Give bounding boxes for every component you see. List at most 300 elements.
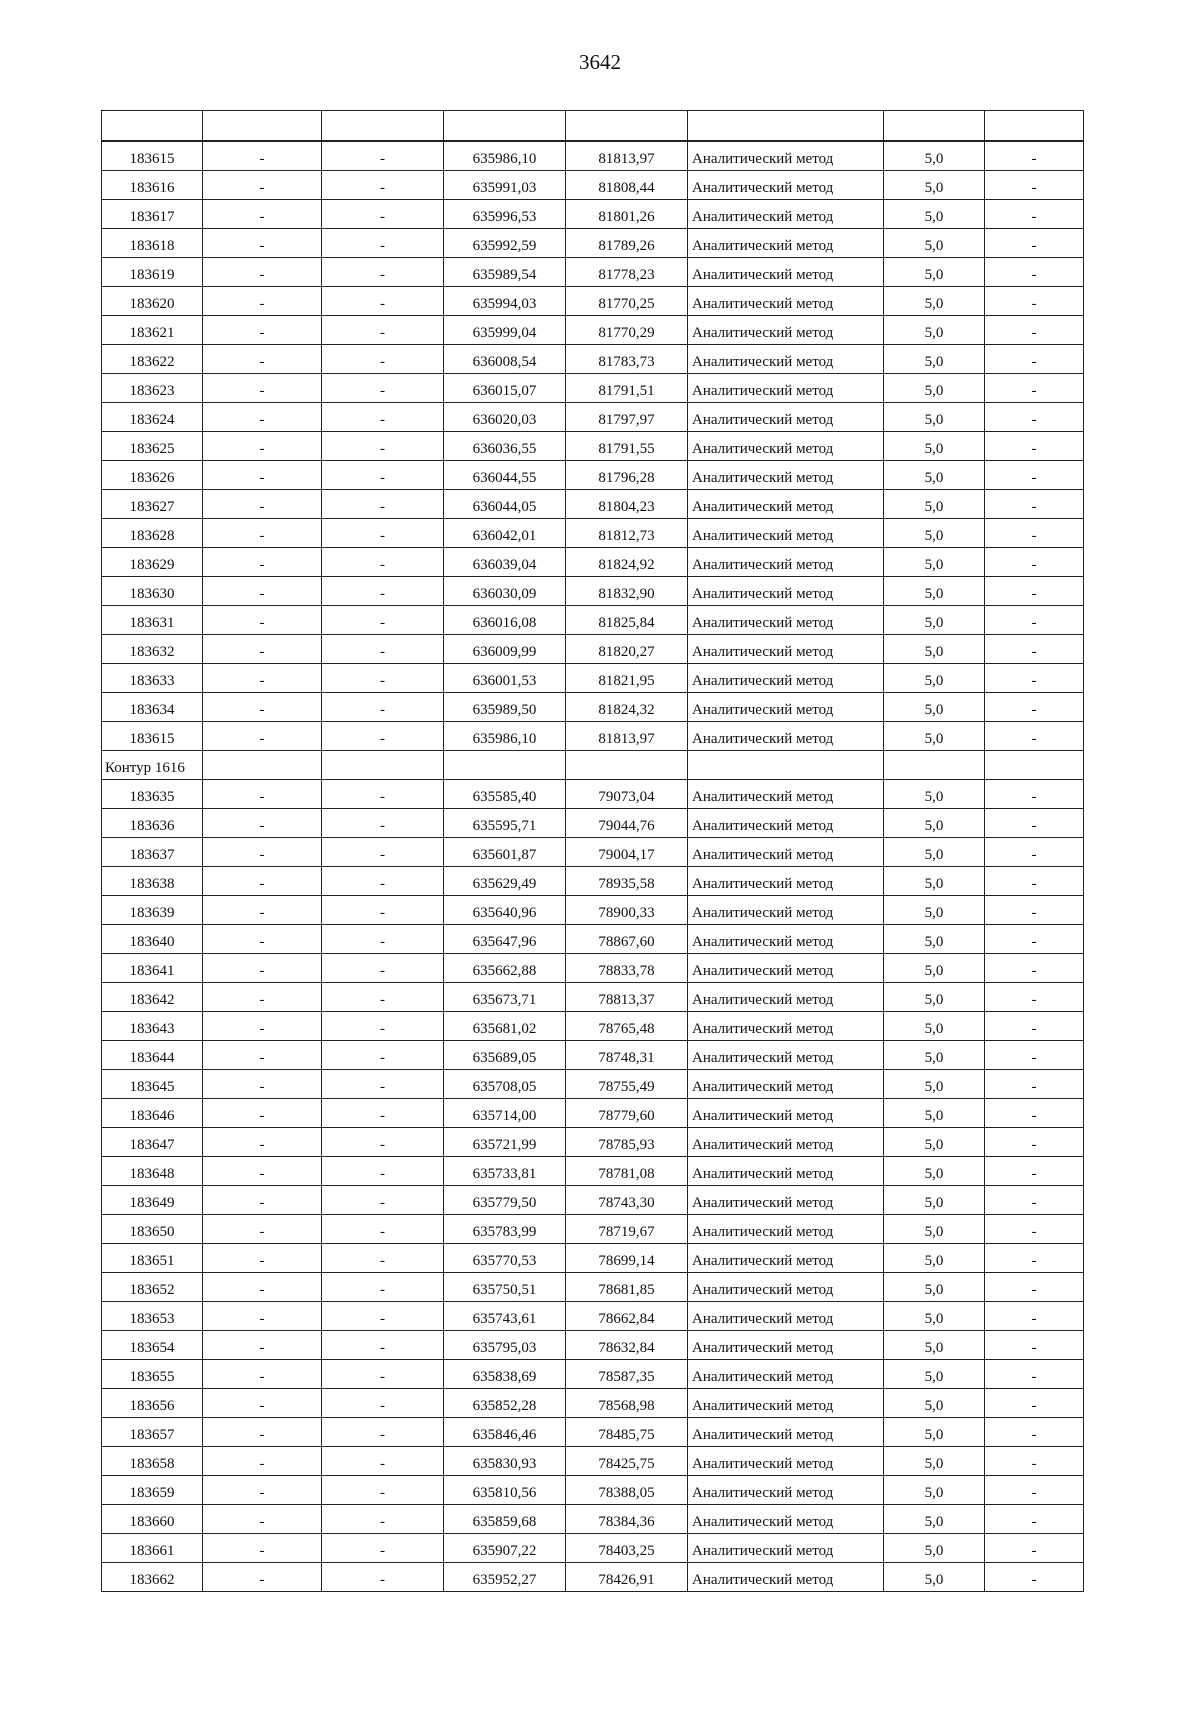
precision-cell: 5,0: [884, 258, 985, 287]
precision-cell: 5,0: [884, 809, 985, 838]
x-coordinate-cell: 635986,10: [444, 141, 566, 171]
precision-cell: 5,0: [884, 1157, 985, 1186]
method-cell: Аналитический метод: [688, 519, 884, 548]
note-cell: -: [985, 606, 1084, 635]
point-id-cell: 183619: [102, 258, 203, 287]
method-cell: Аналитический метод: [688, 1418, 884, 1447]
method-cell: Аналитический метод: [688, 258, 884, 287]
method-cell: Аналитический метод: [688, 345, 884, 374]
point-id-cell: 183649: [102, 1186, 203, 1215]
precision-cell: 5,0: [884, 287, 985, 316]
col2-cell: -: [203, 548, 322, 577]
y-coordinate-cell: 81813,97: [566, 722, 688, 751]
col3-cell: -: [322, 1389, 444, 1418]
col2-cell: -: [203, 1215, 322, 1244]
point-id-cell: 183635: [102, 780, 203, 809]
method-cell: Аналитический метод: [688, 1041, 884, 1070]
col2-cell: -: [203, 1070, 322, 1099]
y-coordinate-cell: 79073,04: [566, 780, 688, 809]
note-cell: -: [985, 1244, 1084, 1273]
note-cell: -: [985, 258, 1084, 287]
method-cell: Аналитический метод: [688, 1360, 884, 1389]
col3-cell: -: [322, 1302, 444, 1331]
table-row: [102, 780, 1084, 809]
point-id-cell: 183628: [102, 519, 203, 548]
page-number: 3642: [579, 50, 621, 74]
method-cell: Аналитический метод: [688, 374, 884, 403]
table-row: [102, 577, 1084, 606]
table-row: [102, 925, 1084, 954]
note-cell: -: [985, 1360, 1084, 1389]
method-cell: Аналитический метод: [688, 577, 884, 606]
point-id-cell: 183660: [102, 1505, 203, 1534]
table-row: [102, 954, 1084, 983]
col2-cell: -: [203, 1157, 322, 1186]
table-row: [102, 1099, 1084, 1128]
y-coordinate-cell: 81813,97: [566, 141, 688, 171]
note-cell: -: [985, 1505, 1084, 1534]
col3-cell: -: [322, 1128, 444, 1157]
point-id-cell: 183646: [102, 1099, 203, 1128]
header-cell: [688, 111, 884, 142]
col2-cell: -: [203, 1099, 322, 1128]
method-cell: Аналитический метод: [688, 1128, 884, 1157]
table-row: [102, 1041, 1084, 1070]
col3-cell: -: [322, 1360, 444, 1389]
col2-cell: -: [203, 1128, 322, 1157]
table-row: [102, 983, 1084, 1012]
x-coordinate-cell: 635662,88: [444, 954, 566, 983]
precision-cell: 5,0: [884, 1505, 985, 1534]
empty-cell: [444, 751, 566, 780]
y-coordinate-cell: 78388,05: [566, 1476, 688, 1505]
x-coordinate-cell: 635986,10: [444, 722, 566, 751]
precision-cell: 5,0: [884, 461, 985, 490]
precision-cell: 5,0: [884, 722, 985, 751]
y-coordinate-cell: 78587,35: [566, 1360, 688, 1389]
header-cell: [203, 111, 322, 142]
empty-cell: [688, 751, 884, 780]
y-coordinate-cell: 81820,27: [566, 635, 688, 664]
point-id-cell: 183644: [102, 1041, 203, 1070]
method-cell: Аналитический метод: [688, 1012, 884, 1041]
precision-cell: 5,0: [884, 1563, 985, 1592]
x-coordinate-cell: 635689,05: [444, 1041, 566, 1070]
table-row: [102, 722, 1084, 751]
col3-cell: -: [322, 722, 444, 751]
y-coordinate-cell: 78813,37: [566, 983, 688, 1012]
col3-cell: -: [322, 664, 444, 693]
x-coordinate-cell: 635846,46: [444, 1418, 566, 1447]
table-row: [102, 809, 1084, 838]
col3-cell: -: [322, 809, 444, 838]
col2-cell: -: [203, 838, 322, 867]
y-coordinate-cell: 78755,49: [566, 1070, 688, 1099]
y-coordinate-cell: 81824,92: [566, 548, 688, 577]
point-id-cell: 183629: [102, 548, 203, 577]
x-coordinate-cell: 635750,51: [444, 1273, 566, 1302]
y-coordinate-cell: 79004,17: [566, 838, 688, 867]
precision-cell: 5,0: [884, 1273, 985, 1302]
table-row: [102, 867, 1084, 896]
col3-cell: -: [322, 1070, 444, 1099]
method-cell: Аналитический метод: [688, 635, 884, 664]
point-id-cell: 183617: [102, 200, 203, 229]
table-row: [102, 1418, 1084, 1447]
col3-cell: -: [322, 635, 444, 664]
note-cell: -: [985, 1099, 1084, 1128]
col2-cell: -: [203, 490, 322, 519]
note-cell: -: [985, 1012, 1084, 1041]
x-coordinate-cell: 635673,71: [444, 983, 566, 1012]
note-cell: -: [985, 345, 1084, 374]
point-id-cell: 183631: [102, 606, 203, 635]
table-row: [102, 1157, 1084, 1186]
point-id-cell: 183654: [102, 1331, 203, 1360]
col3-cell: -: [322, 1331, 444, 1360]
col2-cell: -: [203, 1012, 322, 1041]
note-cell: -: [985, 1563, 1084, 1592]
point-id-cell: 183640: [102, 925, 203, 954]
col2-cell: -: [203, 1331, 322, 1360]
col3-cell: -: [322, 1273, 444, 1302]
x-coordinate-cell: 635999,04: [444, 316, 566, 345]
precision-cell: 5,0: [884, 1331, 985, 1360]
note-cell: -: [985, 1534, 1084, 1563]
point-id-cell: 183647: [102, 1128, 203, 1157]
col3-cell: -: [322, 1447, 444, 1476]
col3-cell: -: [322, 867, 444, 896]
table-row: [102, 1070, 1084, 1099]
method-cell: Аналитический метод: [688, 925, 884, 954]
note-cell: -: [985, 1186, 1084, 1215]
note-cell: -: [985, 954, 1084, 983]
precision-cell: 5,0: [884, 635, 985, 664]
header-cell: [102, 111, 203, 142]
empty-cell: [203, 751, 322, 780]
note-cell: -: [985, 809, 1084, 838]
table-row: [102, 1302, 1084, 1331]
y-coordinate-cell: 78743,30: [566, 1186, 688, 1215]
col3-cell: -: [322, 1012, 444, 1041]
y-coordinate-cell: 79044,76: [566, 809, 688, 838]
precision-cell: 5,0: [884, 1099, 985, 1128]
col3-cell: -: [322, 258, 444, 287]
table-row: [102, 1563, 1084, 1592]
x-coordinate-cell: 635779,50: [444, 1186, 566, 1215]
precision-cell: 5,0: [884, 1302, 985, 1331]
y-coordinate-cell: 78632,84: [566, 1331, 688, 1360]
x-coordinate-cell: 635795,03: [444, 1331, 566, 1360]
col3-cell: -: [322, 838, 444, 867]
col3-cell: -: [322, 1505, 444, 1534]
col3-cell: -: [322, 693, 444, 722]
y-coordinate-cell: 78833,78: [566, 954, 688, 983]
point-id-cell: 183661: [102, 1534, 203, 1563]
method-cell: Аналитический метод: [688, 954, 884, 983]
header-cell: [444, 111, 566, 142]
method-cell: Аналитический метод: [688, 722, 884, 751]
col3-cell: -: [322, 403, 444, 432]
col2-cell: -: [203, 577, 322, 606]
y-coordinate-cell: 81825,84: [566, 606, 688, 635]
x-coordinate-cell: 635783,99: [444, 1215, 566, 1244]
col3-cell: -: [322, 1563, 444, 1592]
y-coordinate-cell: 78935,58: [566, 867, 688, 896]
y-coordinate-cell: 81804,23: [566, 490, 688, 519]
precision-cell: 5,0: [884, 1041, 985, 1070]
method-cell: Аналитический метод: [688, 1534, 884, 1563]
note-cell: -: [985, 867, 1084, 896]
note-cell: -: [985, 1070, 1084, 1099]
x-coordinate-cell: 635989,50: [444, 693, 566, 722]
point-id-cell: 183625: [102, 432, 203, 461]
table-row: [102, 1331, 1084, 1360]
point-id-cell: 183622: [102, 345, 203, 374]
table-row: [102, 374, 1084, 403]
col2-cell: -: [203, 983, 322, 1012]
note-cell: -: [985, 693, 1084, 722]
point-id-cell: 183637: [102, 838, 203, 867]
precision-cell: 5,0: [884, 432, 985, 461]
table-row: [102, 635, 1084, 664]
point-id-cell: 183634: [102, 693, 203, 722]
col3-cell: -: [322, 896, 444, 925]
x-coordinate-cell: 635770,53: [444, 1244, 566, 1273]
x-coordinate-cell: 636020,03: [444, 403, 566, 432]
table-row: [102, 838, 1084, 867]
x-coordinate-cell: 636044,55: [444, 461, 566, 490]
table-row: [102, 1389, 1084, 1418]
y-coordinate-cell: 78765,48: [566, 1012, 688, 1041]
x-coordinate-cell: 636039,04: [444, 548, 566, 577]
col2-cell: -: [203, 519, 322, 548]
col3-cell: -: [322, 490, 444, 519]
y-coordinate-cell: 81812,73: [566, 519, 688, 548]
y-coordinate-cell: 81778,23: [566, 258, 688, 287]
note-cell: -: [985, 519, 1084, 548]
point-id-cell: 183616: [102, 171, 203, 200]
y-coordinate-cell: 78403,25: [566, 1534, 688, 1563]
col3-cell: -: [322, 374, 444, 403]
precision-cell: 5,0: [884, 141, 985, 171]
col3-cell: -: [322, 1099, 444, 1128]
x-coordinate-cell: 635708,05: [444, 1070, 566, 1099]
col2-cell: -: [203, 780, 322, 809]
col3-cell: -: [322, 432, 444, 461]
point-id-cell: 183657: [102, 1418, 203, 1447]
method-cell: Аналитический метод: [688, 896, 884, 925]
table-row: [102, 1186, 1084, 1215]
note-cell: -: [985, 1389, 1084, 1418]
method-cell: Аналитический метод: [688, 867, 884, 896]
table-row: [102, 1128, 1084, 1157]
point-id-cell: 183632: [102, 635, 203, 664]
x-coordinate-cell: 636036,55: [444, 432, 566, 461]
col3-cell: -: [322, 925, 444, 954]
x-coordinate-cell: 635859,68: [444, 1505, 566, 1534]
method-cell: Аналитический метод: [688, 1505, 884, 1534]
precision-cell: 5,0: [884, 374, 985, 403]
section-label: Контур 1616: [102, 751, 203, 780]
x-coordinate-cell: 635838,69: [444, 1360, 566, 1389]
y-coordinate-cell: 81808,44: [566, 171, 688, 200]
method-cell: Аналитический метод: [688, 1389, 884, 1418]
col2-cell: -: [203, 1505, 322, 1534]
precision-cell: 5,0: [884, 954, 985, 983]
method-cell: Аналитический метод: [688, 1186, 884, 1215]
precision-cell: 5,0: [884, 867, 985, 896]
table-row: [102, 432, 1084, 461]
x-coordinate-cell: 635647,96: [444, 925, 566, 954]
precision-cell: 5,0: [884, 1128, 985, 1157]
table-row: [102, 519, 1084, 548]
method-cell: Аналитический метод: [688, 664, 884, 693]
point-id-cell: 183643: [102, 1012, 203, 1041]
note-cell: -: [985, 838, 1084, 867]
col2-cell: -: [203, 229, 322, 258]
method-cell: Аналитический метод: [688, 1273, 884, 1302]
x-coordinate-cell: 636042,01: [444, 519, 566, 548]
table-row: [102, 1360, 1084, 1389]
note-cell: -: [985, 664, 1084, 693]
precision-cell: 5,0: [884, 1012, 985, 1041]
y-coordinate-cell: 78699,14: [566, 1244, 688, 1273]
col2-cell: -: [203, 1186, 322, 1215]
note-cell: -: [985, 722, 1084, 751]
precision-cell: 5,0: [884, 1244, 985, 1273]
point-id-cell: 183630: [102, 577, 203, 606]
col2-cell: -: [203, 432, 322, 461]
note-cell: -: [985, 1273, 1084, 1302]
method-cell: Аналитический метод: [688, 548, 884, 577]
y-coordinate-cell: 78785,93: [566, 1128, 688, 1157]
x-coordinate-cell: 636009,99: [444, 635, 566, 664]
section-row: [102, 751, 1084, 780]
precision-cell: 5,0: [884, 1215, 985, 1244]
point-id-cell: 183642: [102, 983, 203, 1012]
y-coordinate-cell: 78867,60: [566, 925, 688, 954]
col2-cell: -: [203, 1389, 322, 1418]
y-coordinate-cell: 81783,73: [566, 345, 688, 374]
precision-cell: 5,0: [884, 1186, 985, 1215]
precision-cell: 5,0: [884, 1360, 985, 1389]
note-cell: -: [985, 1041, 1084, 1070]
col2-cell: -: [203, 1273, 322, 1302]
note-cell: -: [985, 1447, 1084, 1476]
empty-cell: [985, 751, 1084, 780]
col3-cell: -: [322, 1534, 444, 1563]
point-id-cell: 183650: [102, 1215, 203, 1244]
table-row: [102, 664, 1084, 693]
method-cell: Аналитический метод: [688, 287, 884, 316]
precision-cell: 5,0: [884, 983, 985, 1012]
empty-cell: [884, 751, 985, 780]
x-coordinate-cell: 635830,93: [444, 1447, 566, 1476]
table-row: [102, 1012, 1084, 1041]
col2-cell: -: [203, 141, 322, 171]
col2-cell: -: [203, 635, 322, 664]
col2-cell: -: [203, 1302, 322, 1331]
x-coordinate-cell: 635595,71: [444, 809, 566, 838]
table-row: [102, 461, 1084, 490]
method-cell: Аналитический метод: [688, 1563, 884, 1592]
header-cell: [985, 111, 1084, 142]
col2-cell: -: [203, 374, 322, 403]
x-coordinate-cell: 635640,96: [444, 896, 566, 925]
x-coordinate-cell: 635991,03: [444, 171, 566, 200]
col3-cell: -: [322, 461, 444, 490]
point-id-cell: 183648: [102, 1157, 203, 1186]
col2-cell: -: [203, 867, 322, 896]
point-id-cell: 183626: [102, 461, 203, 490]
note-cell: -: [985, 432, 1084, 461]
method-cell: Аналитический метод: [688, 432, 884, 461]
table-row: [102, 548, 1084, 577]
col3-cell: -: [322, 1418, 444, 1447]
point-id-cell: 183656: [102, 1389, 203, 1418]
table-row: [102, 490, 1084, 519]
y-coordinate-cell: 81824,32: [566, 693, 688, 722]
precision-cell: 5,0: [884, 693, 985, 722]
note-cell: -: [985, 229, 1084, 258]
point-id-cell: 183641: [102, 954, 203, 983]
col2-cell: -: [203, 606, 322, 635]
col3-cell: -: [322, 780, 444, 809]
method-cell: Аналитический метод: [688, 200, 884, 229]
table-row: [102, 1505, 1084, 1534]
precision-cell: 5,0: [884, 577, 985, 606]
table-row: [102, 1447, 1084, 1476]
col3-cell: -: [322, 200, 444, 229]
y-coordinate-cell: 81770,25: [566, 287, 688, 316]
precision-cell: 5,0: [884, 490, 985, 519]
method-cell: Аналитический метод: [688, 461, 884, 490]
table-row: [102, 1215, 1084, 1244]
method-cell: Аналитический метод: [688, 1070, 884, 1099]
method-cell: Аналитический метод: [688, 693, 884, 722]
table-row: [102, 1476, 1084, 1505]
method-cell: Аналитический метод: [688, 490, 884, 519]
point-id-cell: 183659: [102, 1476, 203, 1505]
point-id-cell: 183633: [102, 664, 203, 693]
y-coordinate-cell: 81791,51: [566, 374, 688, 403]
x-coordinate-cell: 635585,40: [444, 780, 566, 809]
col2-cell: -: [203, 925, 322, 954]
x-coordinate-cell: 635810,56: [444, 1476, 566, 1505]
note-cell: -: [985, 1418, 1084, 1447]
col2-cell: -: [203, 1360, 322, 1389]
method-cell: Аналитический метод: [688, 229, 884, 258]
point-id-cell: 183627: [102, 490, 203, 519]
table-row: [102, 403, 1084, 432]
col2-cell: -: [203, 896, 322, 925]
point-id-cell: 183623: [102, 374, 203, 403]
note-cell: -: [985, 403, 1084, 432]
precision-cell: 5,0: [884, 345, 985, 374]
table-row: [102, 316, 1084, 345]
precision-cell: 5,0: [884, 229, 985, 258]
col3-cell: -: [322, 1476, 444, 1505]
point-id-cell: 183658: [102, 1447, 203, 1476]
y-coordinate-cell: 78779,60: [566, 1099, 688, 1128]
table-row: [102, 606, 1084, 635]
y-coordinate-cell: 78662,84: [566, 1302, 688, 1331]
point-id-cell: 183639: [102, 896, 203, 925]
x-coordinate-cell: 635733,81: [444, 1157, 566, 1186]
precision-cell: 5,0: [884, 519, 985, 548]
precision-cell: 5,0: [884, 664, 985, 693]
